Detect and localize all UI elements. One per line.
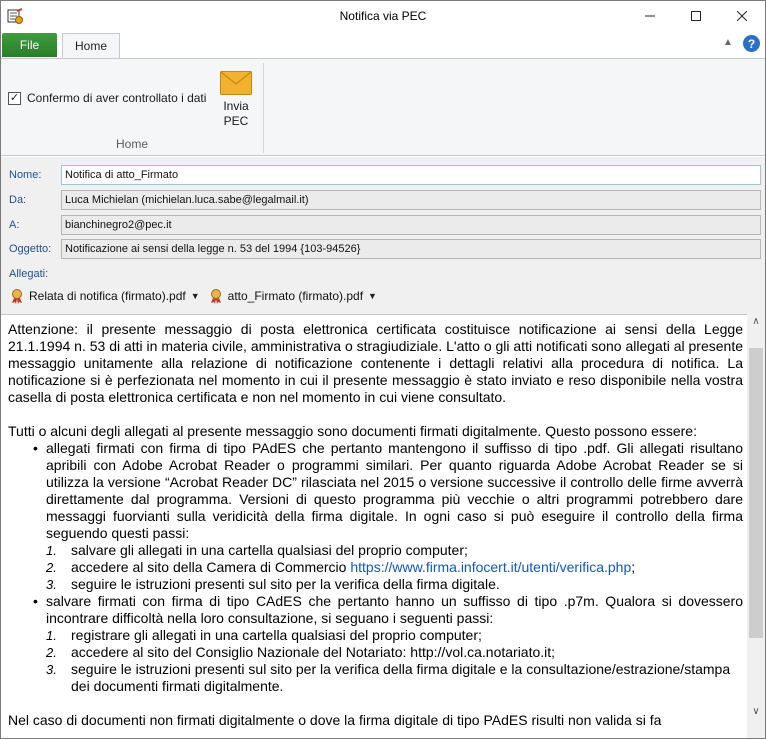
oggetto-field: Notificazione ai sensi della legge n. 53 del 1994 {103-94526} <box>61 239 761 259</box>
infocert-link[interactable]: https://www.firma.infocert.it/utenti/verifica.php <box>350 559 632 575</box>
minimize-button[interactable] <box>627 1 673 31</box>
list-item: 1. registrare gli allegati in una cartella qualsiasi del proprio computer; <box>46 627 482 643</box>
body-paragraph: Tutti o alcuni degli allegati al presente messaggio sono documenti firmati digitalmente. Questo possono essere: <box>8 423 697 439</box>
confirm-checkbox[interactable] <box>8 91 206 105</box>
title-bar <box>1 1 765 32</box>
body-paragraph: Nel caso di documenti non firmati digitalmente o dove la firma digitale di tipo PAdES risulti non valida si fa <box>8 712 662 728</box>
attachment-name: atto_Firmato (firmato).pdf <box>227 289 364 303</box>
tab-file[interactable]: File <box>2 33 57 57</box>
body-paragraph: Attenzione: il presente messaggio di posta elettronica certificata costituisce notificazione ai sensi della Legge 21.1.1994 n. 53 di atti in materia civile, amministrativa o stragiudiziale. L'atto o gli atti notificati sono allegati al presente messaggio unitamente alla relazione di notificazione contenente i dettagli relativi alla procedura di notifica. La notificazione si è perfezionata nel momento in cui il presente messaggio è stato inviato e reso disponibile nella vostra casella di posta elettronica certificata e non nel momento in cui viene consultato. <box>8 321 743 405</box>
step-text: accedere al sito della Camera di Commercio <box>71 559 351 575</box>
list-item: 3. seguire le istruzioni presenti sul sito per la verifica della firma digitale e la consultazione/estrazione/stampa dei documenti firmati digitalmente. <box>46 661 731 694</box>
ribbon-group-divider <box>263 63 264 153</box>
help-icon[interactable]: ? <box>743 35 760 52</box>
a-field: bianchinegro2@pec.it <box>61 215 761 235</box>
attachment-item[interactable] <box>208 288 377 304</box>
oggetto-label: Oggetto: <box>9 243 52 255</box>
send-pec-button[interactable] <box>214 69 258 137</box>
vertical-scrollbar[interactable] <box>747 314 765 738</box>
ribbon-tab-row <box>1 32 765 58</box>
nome-input[interactable]: Notifica di atto_Firmato <box>61 165 761 185</box>
message-header-fields <box>1 157 765 314</box>
ribbon <box>1 58 765 156</box>
dropdown-arrow-icon[interactable]: ▼ <box>368 291 377 301</box>
scrollbar-thumb[interactable] <box>749 348 763 638</box>
send-label-line1: Invia <box>223 99 249 113</box>
confirm-label: Confermo di aver controllato i dati <box>27 91 207 105</box>
tab-home[interactable]: Home <box>62 33 120 58</box>
field-row-a <box>1 215 765 235</box>
checkbox-checked-icon[interactable]: ✓ <box>9 91 20 104</box>
list-item: • allegati firmati con firma di tipo PAdES che pertanto mantengono il suffisso di tipo .pdf. Gli allegati risultano apribili con Adobe Acrobat Reader o programmi similari. Per quanto riguarda Adobe Acrobat Reader se si utilizza la versione “Acrobat Reader DC” rilasciata nel 2015 o versione successive il controllo delle firme avverrà direttamente dal programma. Versioni di questo programma più vecchie o altri programmi potrebbero dare messaggi fuorvianti sulla veridicità della firma digitale. In ogni caso si può eseguire il controllo della firma seguendo questi passi: 1. salvare gli allegati in una cartella qualsiasi del proprio computer; 2. accedere al sito della Camera di Commercio https://www.firma.infocert.it/utenti/verifica.php; 3. seguire le istruzioni presenti sul sito per la verifica della firma digitale. <box>33 440 743 592</box>
list-item: 2. accedere al sito della Camera di Commercio https://www.firma.infocert.it/utenti/verifica.php; <box>46 559 636 575</box>
attachment-name: Relata di notifica (firmato).pdf <box>29 289 186 303</box>
attachment-item[interactable] <box>9 288 200 304</box>
field-row-oggetto <box>1 239 765 259</box>
ribbon-group-label: Home <box>115 137 148 151</box>
bullet-list <box>8 440 743 695</box>
field-row-da <box>1 190 765 210</box>
close-icon <box>737 11 747 21</box>
step-text: registrare gli allegati in una cartella qualsiasi del proprio computer; <box>71 627 482 643</box>
field-row-allegati <box>1 264 765 284</box>
numbered-list <box>46 627 743 695</box>
dropdown-arrow-icon[interactable]: ▼ <box>190 291 200 301</box>
list-item: 3. seguire le istruzioni presenti sul sito per la verifica della firma digitale. <box>46 576 500 592</box>
send-label-line2: PEC <box>223 114 249 128</box>
scroll-up-icon[interactable]: ∧ <box>752 316 760 327</box>
minimize-icon <box>645 11 655 21</box>
step-text: salvare gli allegati in una cartella qualsiasi del proprio computer; <box>71 542 468 558</box>
da-field: Luca Michielan (michielan.luca.sabe@legalmail.it) <box>61 190 761 210</box>
list-item: 2. accedere al sito del Consiglio Nazionale del Notariato: http://vol.ca.notariato.it; <box>46 644 556 660</box>
step-text: seguire le istruzioni presenti sul sito per la verifica della firma digitale e la consultazione/estrazione/stampa dei documenti firmati digitalmente. <box>71 661 731 694</box>
bullet-text: salvare firmati con firma di tipo CAdES che pertanto hanno un suffisso di tipo .p7m. Qualora si dovessero incontrare difficoltà nella loro consultazione, si seguano i seguenti passi: <box>46 593 743 626</box>
message-body[interactable] <box>1 314 747 738</box>
nome-label: Nome: <box>9 169 42 181</box>
list-item: 1. salvare gli allegati in una cartella qualsiasi del proprio computer; <box>46 542 468 558</box>
bullet-text: allegati firmati con firma di tipo PAdES che pertanto mantengono il suffisso di tipo .pdf. Gli allegati risultano apribili con Adobe Acrobat Reader o programmi similari. Per quanto riguarda Adobe Acrobat Reader se si utilizza la versione “Acrobat Reader DC” rilasciata nel 2015 o versione successive il controllo delle firme avverrà direttamente dal programma. Versioni di questo programma più vecchie o altri programmi potrebbero dare messaggi fuorvianti sulla veridicità della firma digitale. In ogni caso si può eseguire il controllo della firma seguendo questi passi: <box>46 440 743 541</box>
maximize-icon <box>691 11 701 21</box>
field-row-nome <box>1 165 765 185</box>
da-label: Da: <box>9 194 27 206</box>
step-text: seguire le istruzioni presenti sul sito per la verifica della firma digitale. <box>71 576 500 592</box>
collapse-ribbon-icon[interactable]: ▲ <box>723 37 733 48</box>
close-button[interactable] <box>719 1 765 31</box>
a-label: A: <box>9 219 20 231</box>
step-text: accedere al sito del Consiglio Nazionale del Notariato: http://vol.ca.notariato.it; <box>71 644 556 660</box>
allegati-label: Allegati: <box>9 268 49 280</box>
signed-certificate-icon <box>208 288 224 304</box>
numbered-list <box>46 542 743 593</box>
envelope-icon <box>220 71 252 95</box>
attachments-list <box>9 288 385 304</box>
maximize-button[interactable] <box>673 1 719 31</box>
scroll-down-icon[interactable]: ∨ <box>752 706 760 717</box>
list-item: • salvare firmati con firma di tipo CAdES che pertanto hanno un suffisso di tipo .p7m. Qualora si dovessero incontrare difficoltà nella loro consultazione, si seguano i seguenti passi: 1. registrare gli allegati in una cartella qualsiasi del proprio computer; 2. accedere al sito del Consiglio Nazionale del Notariato: http://vol.ca.notariato.it; 3. seguire le istruzioni presenti sul sito per la verifica della firma digitale e la consultazione/estrazione/stampa dei documenti firmati digitalmente. <box>33 593 743 694</box>
signed-certificate-icon <box>9 288 25 304</box>
window-title: Notifica via PEC <box>339 9 427 23</box>
